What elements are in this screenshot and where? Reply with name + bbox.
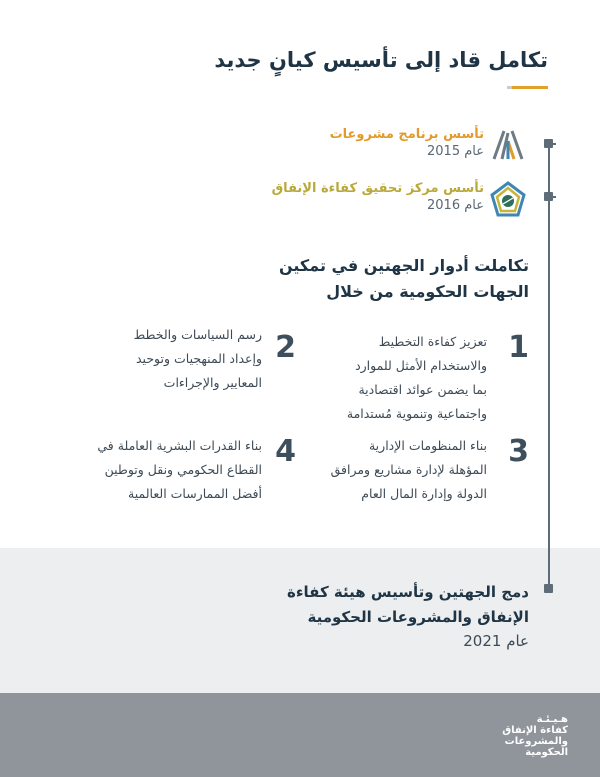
- item-text: [331, 434, 487, 506]
- merger-year: عام 2021: [463, 632, 529, 650]
- item-line: المؤهلة لإدارة مشاريع ومرافق: [330, 462, 487, 477]
- spending-efficiency-logo-icon: [488, 180, 528, 220]
- item-line: بما يضمن عوائد اقتصادية: [358, 382, 487, 397]
- roles-heading-line: الجهات الحكومية من خلال: [326, 282, 529, 301]
- item-line: الدولة وإدارة المال العام: [361, 486, 487, 501]
- item-text: [97, 434, 262, 506]
- timeline-marker: [544, 192, 553, 201]
- roles-heading: [279, 253, 529, 305]
- footer-logo-line: كفاءة الإنفاق: [502, 725, 568, 736]
- page-title: تكامل قاد إلى تأسيس كيانٍ جديد: [214, 48, 548, 72]
- item-number: 2: [275, 330, 296, 365]
- footer-logo-line: هـيـئـة: [536, 714, 568, 725]
- footer-logo-line: الحكومية: [525, 747, 568, 758]
- footer-logo-line: والمشروعات: [504, 736, 568, 747]
- timeline-event: [330, 127, 484, 159]
- title-underline-accent: [507, 86, 512, 89]
- item-text: [347, 330, 487, 426]
- merger-title: [287, 580, 529, 630]
- item-line: رسم السياسات والخطط: [133, 327, 262, 342]
- merger-title-line: دمج الجهتين وتأسيس هيئة كفاءة: [287, 583, 529, 601]
- item-text: [134, 323, 262, 395]
- merger-title-line: الإنفاق والمشروعات الحكومية: [307, 608, 529, 626]
- item-line: أفضل الممارسات العالمية: [128, 486, 262, 501]
- item-number: 3: [508, 434, 529, 469]
- item-number: 4: [275, 434, 296, 469]
- item-line: بناء المنظومات الإدارية: [368, 438, 487, 453]
- timeline-marker: [544, 584, 553, 593]
- event-title: تأسس برنامج مشروعات: [329, 127, 484, 142]
- item-line: واجتماعية وتنموية مُستدامة: [346, 406, 487, 421]
- title-underline: [512, 86, 548, 89]
- item-line: بناء القدرات البشرية العاملة في: [97, 438, 262, 453]
- mashroat-logo-icon: [488, 127, 528, 163]
- item-line: القطاع الحكومي ونقل وتوطين: [104, 462, 262, 477]
- item-line: والاستخدام الأمثل للموارد: [355, 358, 487, 373]
- timeline-event: [272, 181, 484, 213]
- event-year: عام 2016: [427, 198, 484, 213]
- roles-heading-line: تكاملت أدوار الجهتين في تمكين: [279, 256, 529, 275]
- footer-logo: [502, 714, 568, 758]
- item-number: 1: [508, 330, 529, 365]
- event-year: عام 2015: [427, 144, 484, 159]
- event-title: تأسس مركز تحقيق كفاءة الإنفاق: [271, 181, 484, 196]
- item-line: وإعداد المنهجيات وتوحيد: [135, 351, 262, 366]
- item-line: تعزيز كفاءة التخطيط: [378, 334, 487, 349]
- item-line: المعايير والإجراءات: [163, 375, 262, 390]
- timeline-line: [548, 140, 550, 588]
- timeline-marker: [544, 139, 553, 148]
